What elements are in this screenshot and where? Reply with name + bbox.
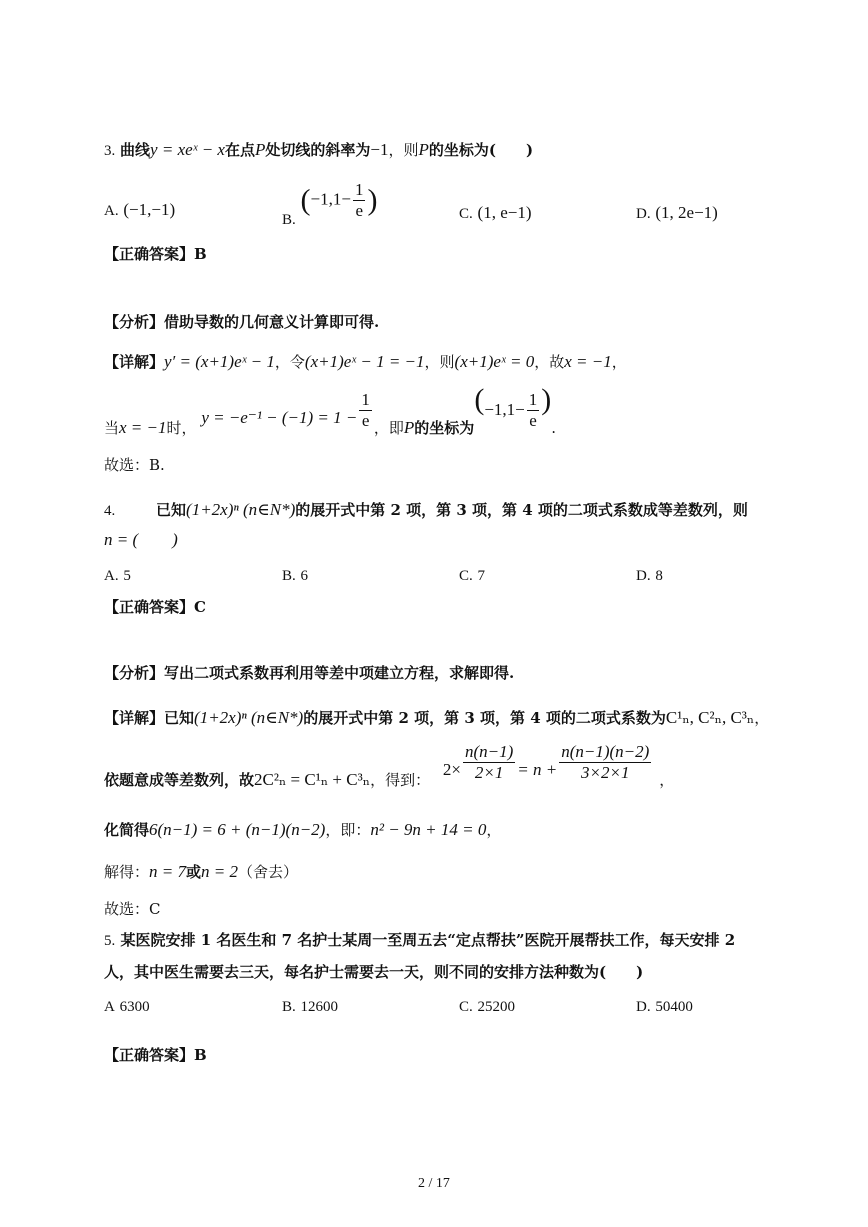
- q5-stem-line1: 5. 某医院安排 1 名医生和 7 名护士某周一至周五去“定点帮扶”医院开展帮扶工作，每天安排 2: [104, 931, 736, 949]
- q4-option-d: D. 8: [636, 568, 663, 584]
- q3-answer: 【正确答案】B: [104, 245, 207, 263]
- q5-option-c: C. 25200: [459, 999, 516, 1015]
- q4-choose: 故选：C: [104, 900, 161, 918]
- q4-option-a: A. 5: [104, 568, 131, 584]
- q3-choose: 故选：B.: [104, 456, 165, 474]
- q3-option-a: A. (−1,−1): [104, 200, 176, 219]
- q3-detail-line2: 当x = −1时， y = −e⁻¹ − (−1) = 1 − $\frac{1}{e}$ ，即P的坐标为(−1,1− $\frac{1}{e}$ ).: [104, 383, 557, 437]
- q4-detail-line1: 【详解】已知(1+2x)ⁿ (n∈N*)的展开式中第 2 项，第 3 项，第 4 项的二项式系数为C¹ₙ, C²ₙ, C³ₙ，: [104, 708, 770, 727]
- q4-analysis: 【分析】写出二项式系数再利用等差中项建立方程，求解即得.: [104, 664, 515, 682]
- q3-analysis: 【分析】借助导数的几何意义计算即可得.: [104, 313, 380, 331]
- q4-answer: 【正确答案】C: [104, 598, 206, 616]
- q3-option-d: D. (1, 2e−1): [636, 203, 718, 222]
- q5-option-a: A 6300: [104, 999, 150, 1015]
- page-number: 2 / 17: [418, 1176, 450, 1191]
- q3-stem: 3. 曲线y = xeˣ − x在点P处切线的斜率为−1，则P的坐标为( ): [104, 140, 534, 159]
- q5-answer: 【正确答案】B: [104, 1046, 207, 1064]
- q4-option-c: C. 7: [459, 568, 486, 584]
- q3-option-b: B. (−1,1− $\frac{1}{e}$ ): [282, 180, 378, 228]
- q4-detail-line3: 化简得6(n−1) = 6 + (n−1)(n−2)，即：n² − 9n + 14 = 0，: [104, 820, 502, 839]
- q3-option-c: C. (1, e−1): [459, 203, 532, 222]
- q5-option-d: D. 50400: [636, 999, 693, 1015]
- q5-option-b: B. 12600: [282, 999, 339, 1015]
- q4-detail-line2: 依题意成等差数列，故2C²ₙ = C¹ₙ + C³ₙ，得到： 2× $\frac{n(n-1)}{2\times 1}$ = n + $\frac{n(n-1)(n-2)}{3\times 2\times 1}$ ，: [104, 742, 675, 789]
- q4-stem-line1: 4. 已知(1+2x)ⁿ (n∈N*)的展开式中第 2 项，第 3 项，第 4 项的二项式系数成等差数列，则: [104, 500, 748, 519]
- q4-stem-line2: n = ( ): [104, 530, 178, 549]
- q4-option-b: B. 6: [282, 568, 309, 584]
- q5-stem-line2: 人，其中医生需要去三天，每名护士需要去一天，则不同的安排方法种数为( ): [104, 963, 644, 981]
- q3-detail-line1: 【详解】y′ = (x+1)eˣ − 1，令(x+1)eˣ − 1 = −1，则(x+1)eˣ = 0，故x = −1，: [104, 352, 627, 371]
- q4-detail-line4: 解得：n = 7或n = 2（舍去）: [104, 862, 299, 881]
